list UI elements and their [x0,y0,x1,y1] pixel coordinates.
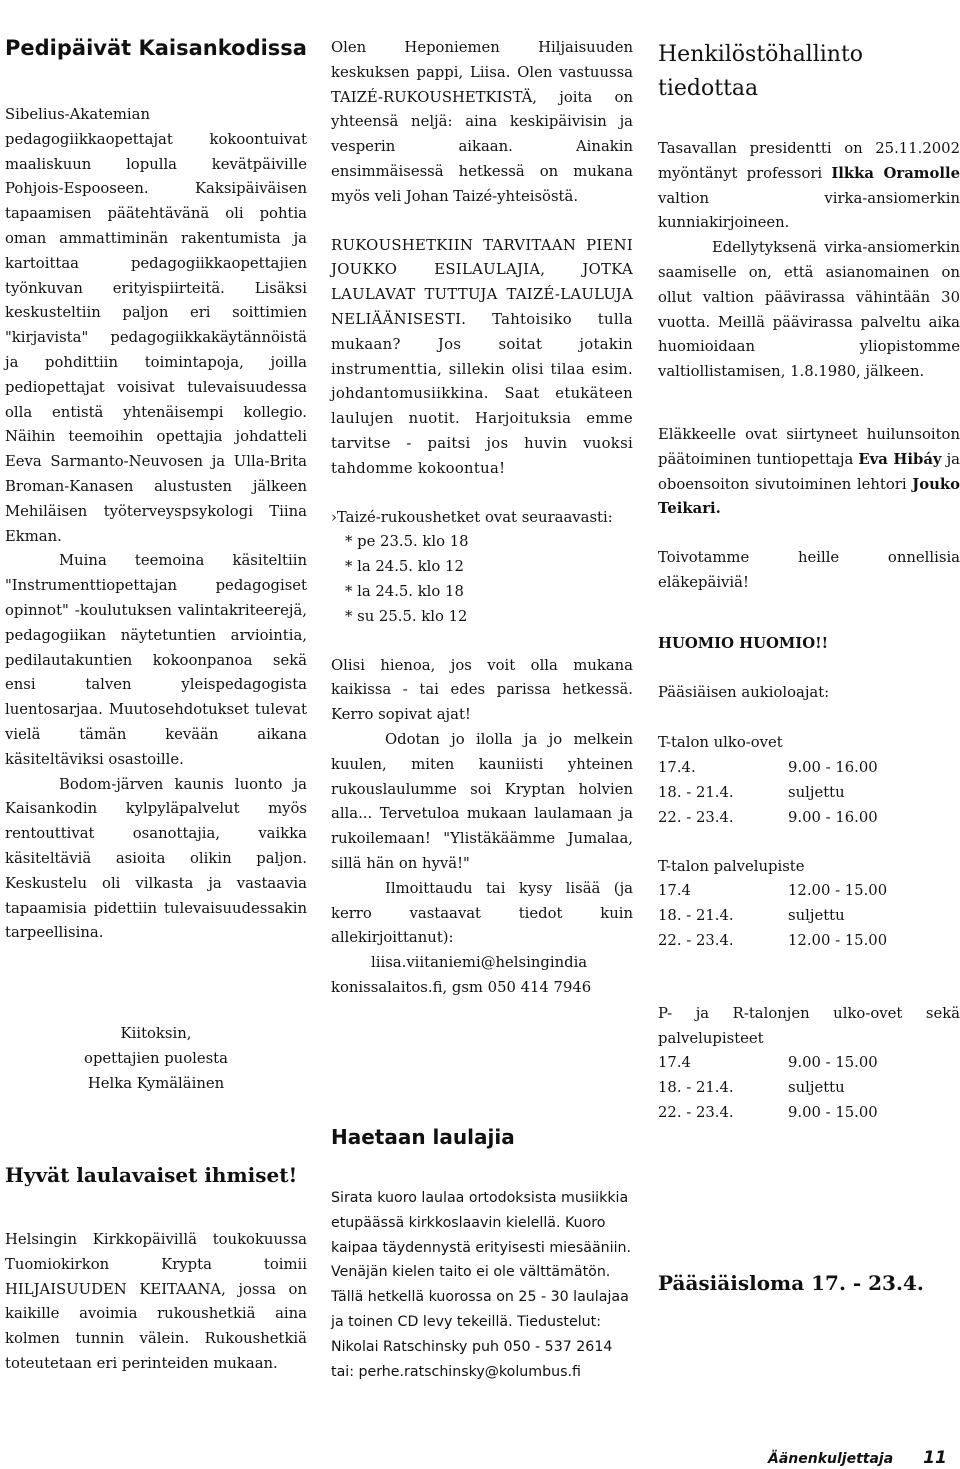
text-span: ja oboensoiton sivutoiminen lehtori [658,450,960,493]
date-cell: 17.4. [658,759,696,777]
text-span: valtion virka-ansiomerkin kunniakirjoineen. [658,189,960,232]
person-name: Ilkka Oramolle [831,164,960,182]
hours-row [658,904,960,929]
time-cell: 9.00 - 16.00 [788,759,878,777]
time-cell: 9.00 - 15.00 [788,1054,878,1072]
page-footer [768,1448,947,1468]
hours-row [658,756,960,781]
paragraph: Muina teemoina käsiteltiin "Instrumenttiopettajan pedagogiset opinnot" -koulutuksen valintakriteerejä, pedagogiikan näytetuntien arviointia, pedilautakuntien kokoonpanoa sekä ensi talven yleispedagogista luentosarjaa. Muutosehdotukset tulevat vielä tämän kevään aikana käsiteltäviksi osastoille. [5,552,307,768]
time-cell: 9.00 - 16.00 [788,808,878,826]
date-cell: 22. - 23.4. [658,808,734,826]
hours-row [658,806,960,831]
time-cell: suljettu [788,907,845,925]
hours-row [658,1051,960,1076]
article-title-hyvat: Hyvät laulavaiset ihmiset! [5,1163,298,1187]
hours-heading: Pääsiäisen aukioloajat: [658,683,830,701]
paragraph: Ilmoittaudu tai kysy lisää (ja kerro vastaavat tiedot kuin allekirjoittanut): [331,879,633,947]
schedule-item: * pe 23.5. klo 18 [345,533,469,551]
hours-section-title: T-talon ulko-ovet [658,734,783,752]
time-cell: suljettu [788,783,845,801]
date-cell: 22. - 23.4. [658,931,734,949]
paragraph: Odotan jo ilolla ja jo melkein kuulen, miten kauniisti yhteinen rukouslaulumme soi Kryptan holvien alla... Tervetuloa mukaan laulamaan ja rukoilemaan! "Ylistäkäämme Jumalaa, sillä hän on hyvä!" [331,730,633,872]
paragraph [658,423,960,522]
hours-row [658,1101,960,1126]
signature-line: Kiitoksin, [120,1025,192,1042]
page-number: 11 [923,1448,947,1468]
signature [5,1022,307,1096]
text-span: Tasavallan presidentti on 25.11.2002 myöntänyt professori [658,140,960,182]
hours-section [658,855,960,954]
text-span: Eläkkeelle ovat siirtyneet huilunsoiton päätoiminen tuntiopettaja [658,425,960,468]
date-cell: 22. - 23.4. [658,1103,734,1121]
paragraph: Olisi hienoa, jos voit olla mukana kaikissa - tai edes parissa hetkessä. Kerro sopivat ajat! [331,656,633,724]
time-cell: 12.00 - 15.00 [788,931,888,949]
paragraph: Edellytyksenä virka-ansiomerkin saamiselle on, että asianomainen on ollut valtion päävirassa vähintään 30 vuotta. Meillä päävirassa palveltu aika huomioidaan yliopistomme valtiollistamisen, 1.8.1980, jälkeen. [658,239,960,381]
date-cell: 18. - 21.4. [658,783,734,801]
paragraph: Olen Heponiemen Hiljaisuuden keskuksen pappi, Liisa. Olen vastuussa TAIZÉ-RUKOUSHETKISTÄ, joita on yhteensä neljä: aina keskipäivisin ja vesperin aikaan. Ainakin ensimmäisessä hetkessä on mukana myös veli Johan Taizé-yhteisöstä. [331,39,633,205]
signature-line: opettajien puolesta [84,1049,228,1067]
date-cell: 18. - 21.4. [658,907,734,925]
paragraph: tai: perhe.ratschinsky@kolumbus.fi [331,1363,581,1380]
notice-heading: HUOMIO HUOMIO!! [658,634,829,652]
paragraph: Sibelius-Akatemian pedagogiikkaopettajat kokoontuivat maaliskuun lopulla kevätpäiville Pohjois-Espooseen. Kaksipäiväisen tapaamisen päätehtävänä oli pohtia oman ammattiminän rakentumista ja kartoittaa pedagogiikkaopettajien työnkuvan erityispiirteitä. Lisäksi keskusteltiin paljon eri soittimien "kirjavista" pedagogiikkakäytännöistä ja pohdittiin toimintapoja, joilla pediopettajat voisivat tulevaisuudessa olla entistä yhtenäisempi kollegio. Näihin teemoihin opettajia johdatteli Eeva Sarmanto-Neuvosen ja Ulla-Brita Broman-Kanasen alustusten jälkeen Mehiläisen työterveyspsykologi Tiina Ekman. [5,106,307,545]
article-title-haetaan: Haetaan laulajia [331,1125,515,1149]
hours-section [658,1002,960,1126]
schedule-item: * la 24.5. klo 18 [345,582,464,600]
time-cell: 9.00 - 15.00 [788,1103,878,1121]
hours-row [658,781,960,806]
paragraph: RUKOUSHETKIIN TARVITAAN PIENI JOUKKO ESILAULAJIA, JOTKA LAULAVAT TUTTUJA TAIZÉ-LAULUJA NELIÄÄNISESTI. Tahtoisiko tulla mukaan? Jos soitat jotakin instrumenttia, sillekin olisi tilaa esim. johdantomusiikkina. Saat etukäteen laulujen nuotit. Harjoituksia emme tarvitse - paitsi jos huvin vuoksi tahdomme kokoontua! [331,236,633,477]
person-name: Jouko Teikari. [658,475,960,518]
date-cell: 17.4 [658,1054,691,1072]
time-cell: suljettu [788,1079,845,1097]
hours-row [658,1076,960,1101]
hours-row [658,929,960,954]
date-cell: 18. - 21.4. [658,1079,734,1097]
date-cell: 17.4 [658,882,691,900]
person-name: Eva Hibáy [858,450,942,468]
signature-line: Helka Kymäläinen [87,1074,225,1092]
paragraph: ›Taizé-rukoushetket ovat seuraavasti: [331,508,613,526]
hours-row [658,879,960,904]
paragraph: Bodom-järven kaunis luonto ja Kaisankodin kylpyläpalvelut myös rentouttivat osanottajia, vaikka käsiteltäviä asioita olikin paljon. Keskustelu oli vilkasta ja vastaavia tapaamisia pidettiin tulevaisuudessakin tarpeellisina. [5,775,307,942]
paragraph: Helsingin Kirkkopäivillä toukokuussa Tuomiokirkon Krypta toimii HILJAISUUDEN KEITAANA, jossa on kaikille avoimia rukoushetkiä aina kolmen tunnin välein. Rukoushetkiä toteutetaan eri perinteiden mukaan. [5,1231,307,1372]
paragraph [658,137,960,236]
contact-line: konissalaitos.fi, gsm 050 414 7946 [331,978,592,996]
schedule-list [331,530,633,629]
hours-section-title: P- ja R-talonjen ulko-ovet sekä palvelupisteet [658,1004,960,1047]
article-title-henkilosto: Henkilöstöhallinto tiedottaa [658,42,864,101]
schedule-item: * la 24.5. klo 12 [345,558,464,576]
schedule-item: * su 25.5. klo 12 [345,607,468,625]
article-title-pedipaivat: Pedipäivät Kaisankodissa [5,36,307,60]
hours-section-title: T-talon palvelupiste [658,857,805,875]
email-line: liisa.viitaniemi@helsingindia [371,954,588,972]
holiday-heading: Pääsiäisloma 17. - 23.4. [658,1271,924,1295]
publication-name: Äänenkuljettaja [768,1451,894,1467]
time-cell: 12.00 - 15.00 [788,882,888,900]
hours-section [658,731,960,830]
paragraph: Toivotamme heille onnellisia eläkepäiviä! [658,549,960,591]
paragraph: Sirata kuoro laulaa ortodoksista musiikkia etupäässä kirkkoslaavin kielellä. Kuoro kaipaa täydennystä erityisesti miesääniin. Venäjän kielen taito ei ole välttämätön. Tällä hetkellä kuorossa on 25 - 30 laulajaa ja toinen CD levy tekeillä. Tiedustelut: Nikolai Ratschinsky puh 050 - 537 2614 [331,1190,632,1355]
